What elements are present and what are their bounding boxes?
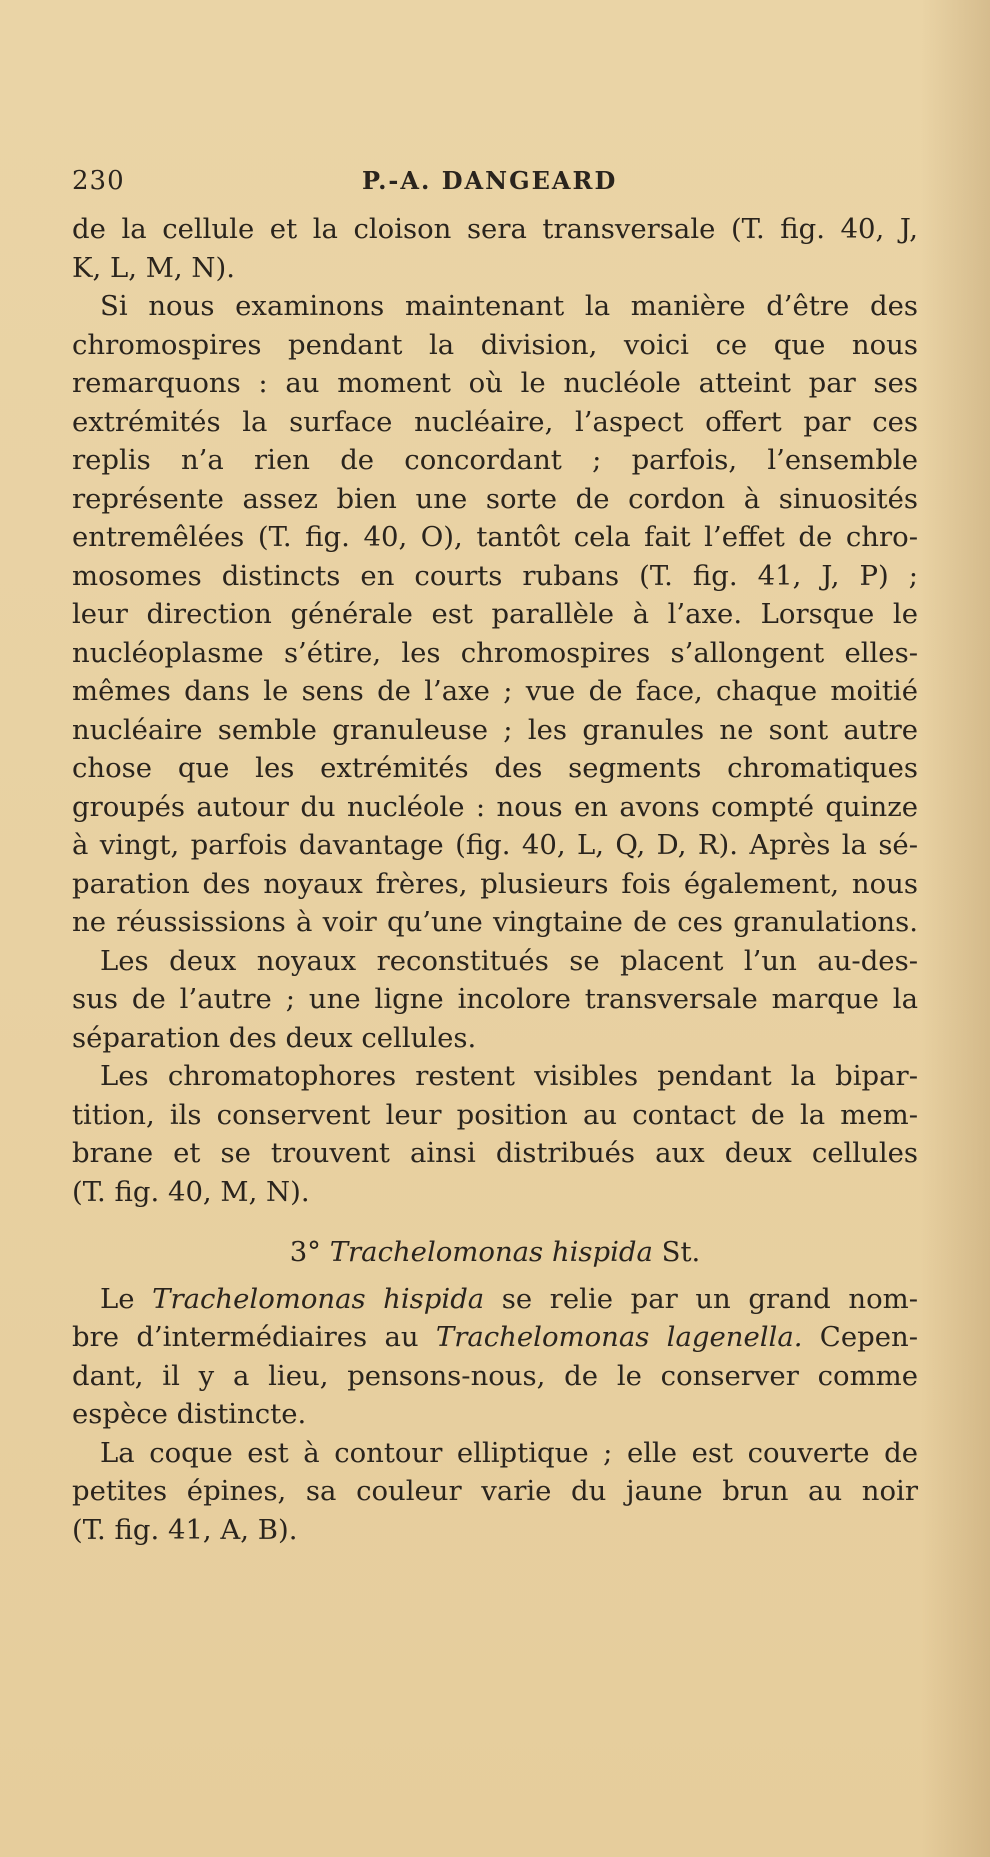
text-line: remarquons : au moment où le nucléole atteint par ses: [72, 367, 918, 399]
text-fragment: bre d’intermédiaires au: [72, 1321, 419, 1353]
section-spacer: [72, 1272, 918, 1280]
text-fragment: Cepen-: [819, 1321, 918, 1353]
text-line: Si nous examinons maintenant la manière d’être des: [100, 290, 918, 322]
text-line: [72, 1280, 918, 1319]
text-line: groupés autour du nucléole : nous en avons compté quinze: [72, 790, 918, 823]
running-head: P.-A. DANGEARD: [362, 166, 618, 195]
section-author: St.: [661, 1236, 701, 1268]
text-line: à vingt, parfois davantage (fig. 40, L, Q, D, R). Après la sé-: [72, 829, 918, 861]
text-line: espèce distincte.: [72, 1398, 307, 1430]
text-line: leur direction générale est parallèle à l’axe. Lorsque le: [72, 598, 918, 630]
text-line: extrémités la surface nucléaire, l’aspect offert par ces: [72, 405, 918, 438]
section-genus: Trachelomonas hispida: [329, 1236, 653, 1268]
text-line: replis n’a rien de concordant ; parfois, l’ensemble: [72, 444, 918, 476]
text-line: chromospires pendant la division, voici ce que nous: [72, 328, 918, 361]
text-line: nucléaire semble granuleuse ; les granules ne sont autre: [72, 713, 918, 746]
text-line: nucléoplasme s’étire, les chromospires s’allongent elles-: [72, 636, 918, 669]
text-line: mêmes dans le sens de l’axe ; vue de face, chaque moitié: [72, 675, 918, 707]
text-line: chose que les extrémités des segments chromatiques: [72, 752, 918, 784]
section-spacer: [72, 1211, 918, 1233]
page-number: 230: [72, 166, 125, 196]
text-line: (T. fig. 40, M, N).: [72, 1175, 310, 1208]
text-line: ne réussissions à voir qu’une vingtaine de ces granulations.: [72, 906, 918, 938]
text-line: dant, il y a lieu, pensons-nous, de le conserver comme: [72, 1359, 918, 1392]
text-line: (T. fig. 41, A, B).: [72, 1513, 298, 1546]
text-line: Les deux noyaux reconstitués se placent l’un au-des-: [100, 944, 918, 977]
text-line: K, L, M, N).: [72, 251, 235, 284]
section-heading: [72, 1233, 918, 1272]
text-line: séparation des deux cellules.: [72, 1021, 477, 1054]
section-number: 3°: [289, 1236, 321, 1268]
text-line: entremêlées (T. fig. 40, O), tantôt cela fait l’effet de chro-: [72, 521, 918, 553]
page-header: [72, 166, 922, 202]
text-line: représente assez bien une sorte de cordon à sinuosités: [72, 482, 918, 515]
species-name: Trachelomonas lagenella.: [435, 1321, 803, 1353]
text-line: paration des noyaux frères, plusieurs fois également, nous: [72, 867, 918, 900]
text-line: de la cellule et la cloison sera transversale (T. fig. 40, J,: [72, 213, 918, 245]
species-name: Trachelomonas hispida: [152, 1282, 485, 1315]
text-line: tition, ils conservent leur position au contact de la mem-: [72, 1098, 918, 1131]
text-fragment: se relie par un grand nom-: [501, 1282, 918, 1315]
text-line: brane et se trouvent ainsi distribués aux deux cellules: [72, 1137, 918, 1169]
text-line: sus de l’autre ; une ligne incolore transversale marque la: [72, 983, 918, 1015]
text-line: petites épines, sa couleur varie du jaune brun au noir: [72, 1475, 918, 1507]
body-text: [72, 210, 918, 1549]
text-line: Les chromatophores restent visibles pendant la bipar-: [100, 1060, 918, 1092]
text-fragment: Le: [100, 1282, 135, 1315]
text-line: [72, 1318, 918, 1357]
text-line: La coque est à contour elliptique ; elle est couverte de: [100, 1436, 918, 1469]
text-line: mosomes distincts en courts rubans (T. fig. 41, J, P) ;: [72, 559, 918, 592]
